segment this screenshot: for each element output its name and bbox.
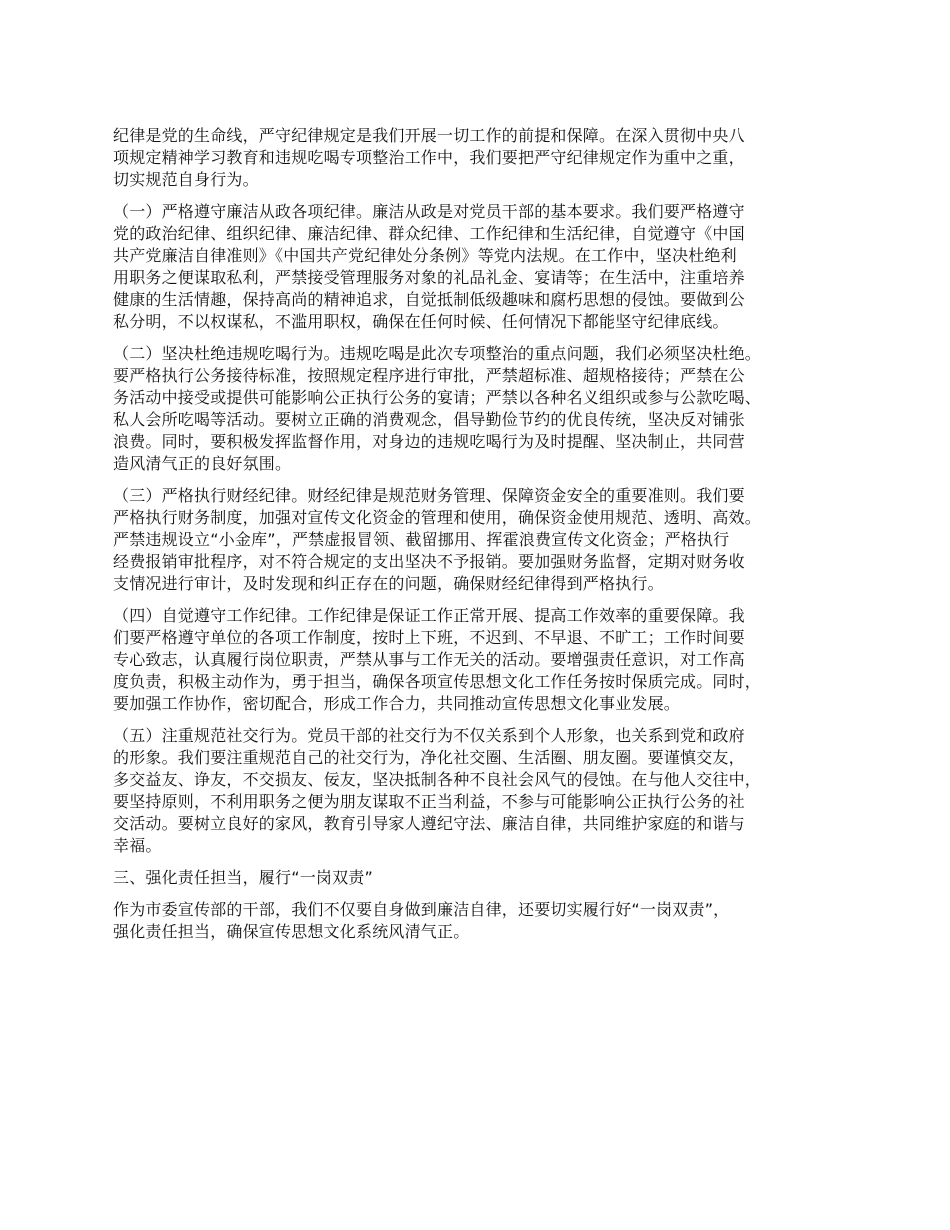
text-line: 切实规范自身行为。 — [113, 170, 259, 189]
text-line: 多交益友、诤友，不交损友、佞友，坚决抵制各种不良社会风气的侵蚀。在与他人交往中， — [113, 770, 762, 789]
paragraph-section-1 — [113, 201, 858, 333]
text-line: （五）注重规范社交行为。党员干部的社交行为不仅关系到个人形象，也关系到党和政府 — [113, 726, 745, 745]
text-line: 作为市委宣传部的干部，我们不仅要自身做到廉洁自律，还要切实履行好“一岗双责”， — [113, 900, 730, 919]
text-line: 的形象。我们要注重规范自己的社交行为，净化社交圈、生活圈、朋友圈。要谨慎交友， — [113, 748, 745, 767]
paragraph-section-5 — [113, 725, 858, 857]
text-line: 严禁违规设立“小金库”，严禁虚报冒领、截留挪用、挥霍浪费宣传文化资金；严格执行 — [113, 530, 730, 549]
text-line: 健康的生活情趣，保持高尚的精神追求，自觉抵制低级趣味和腐朽思想的侵蚀。要做到公 — [113, 290, 745, 309]
text-line: 专心致志，认真履行岗位职责，严禁从事与工作无关的活动。要增强责任意识，对工作高 — [113, 650, 745, 669]
text-line: 支情况进行审计，及时发现和纠正存在的问题，确保财经纪律得到严格执行。 — [113, 574, 664, 593]
text-line: 严格执行财务制度，加强对宣传文化资金的管理和使用，确保资金使用规范、透明、高效。 — [113, 508, 762, 527]
paragraph-section-4 — [113, 605, 858, 715]
text-line: 度负责，积极主动作为，勇于担当，确保各项宣传思想文化工作任务按时保质完成。同时， — [113, 672, 762, 691]
text-line: 私分明，不以权谋私，不滥用职权，确保在任何时候、任何情况下都能坚守纪律底线。 — [113, 312, 729, 331]
text-line: 浪费。同时，要积极发挥监督作用，对身边的违规吃喝行为及时提醒、坚决制止，共同营 — [113, 432, 745, 451]
section-heading — [113, 867, 858, 889]
text-line: 党的政治纪律、组织纪律、廉洁纪律、群众纪律、工作纪律和生活纪律，自觉遵守《中国 — [113, 224, 745, 243]
text-line: 纪律是党的生命线，严守纪律规定是我们开展一切工作的前提和保障。在深入贯彻中央八 — [113, 126, 745, 145]
text-line: 项规定精神学习教育和违规吃喝专项整治工作中，我们要把严守纪律规定作为重中之重， — [113, 148, 745, 167]
text-line: 们要严格遵守单位的各项工作制度，按时上下班，不迟到、不早退、不旷工；工作时间要 — [113, 628, 745, 647]
text-line: 共产党廉洁自律准则》《中国共产党纪律处分条例》等党内法规。在工作中，坚决杜绝利 — [113, 246, 737, 265]
paragraph-section-3 — [113, 485, 858, 595]
text-line: （四）自觉遵守工作纪律。工作纪律是保证工作正常开展、提高工作效率的重要保障。我 — [113, 606, 745, 625]
paragraph-section-2 — [113, 343, 858, 475]
paragraph-closing — [113, 899, 858, 943]
text-line: 要严格执行公务接待标准，按照规定程序进行审批，严禁超标准、超规格接待；严禁在公 — [113, 366, 745, 385]
text-line: 强化责任担当，确保宣传思想文化系统风清气正。 — [113, 922, 470, 941]
text-line: （三）严格执行财经纪律。财经纪律是规范财务管理、保障资金安全的重要准则。我们要 — [113, 486, 745, 505]
text-line: 私人会所吃喝等活动。要树立正确的消费观念，倡导勤俭节约的优良传统，坚决反对铺张 — [113, 410, 745, 429]
heading-line: 三、强化责任担当，履行“一岗双责” — [113, 868, 373, 887]
text-line: 要坚持原则，不利用职务之便为朋友谋取不正当利益，不参与可能影响公正执行公务的社 — [113, 792, 745, 811]
text-line: 要加强工作协作，密切配合，形成工作合力，共同推动宣传思想文化事业发展。 — [113, 694, 681, 713]
text-line: 造风清气正的良好氛围。 — [113, 454, 292, 473]
text-line: （一）严格遵守廉洁从政各项纪律。廉洁从政是对党员干部的基本要求。我们要严格遵守 — [113, 202, 745, 221]
text-line: 务活动中接受或提供可能影响公正执行公务的宴请；严禁以各种名义组织或参与公款吃喝、 — [113, 388, 762, 407]
document-body — [113, 125, 858, 953]
paragraph-intro — [113, 125, 858, 191]
text-line: 幸福。 — [113, 836, 162, 855]
text-line: 用职务之便谋取私利，严禁接受管理服务对象的礼品礼金、宴请等；在生活中，注重培养 — [113, 268, 745, 287]
text-line: （二）坚决杜绝违规吃喝行为。违规吃喝是此次专项整治的重点问题，我们必须坚决杜绝。 — [113, 344, 762, 363]
text-line: 交活动。要树立良好的家风，教育引导家人遵纪守法、廉洁自律，共同维护家庭的和谐与 — [113, 814, 745, 833]
text-line: 经费报销审批程序，对不符合规定的支出坚决不予报销。要加强财务监督，定期对财务收 — [113, 552, 745, 571]
